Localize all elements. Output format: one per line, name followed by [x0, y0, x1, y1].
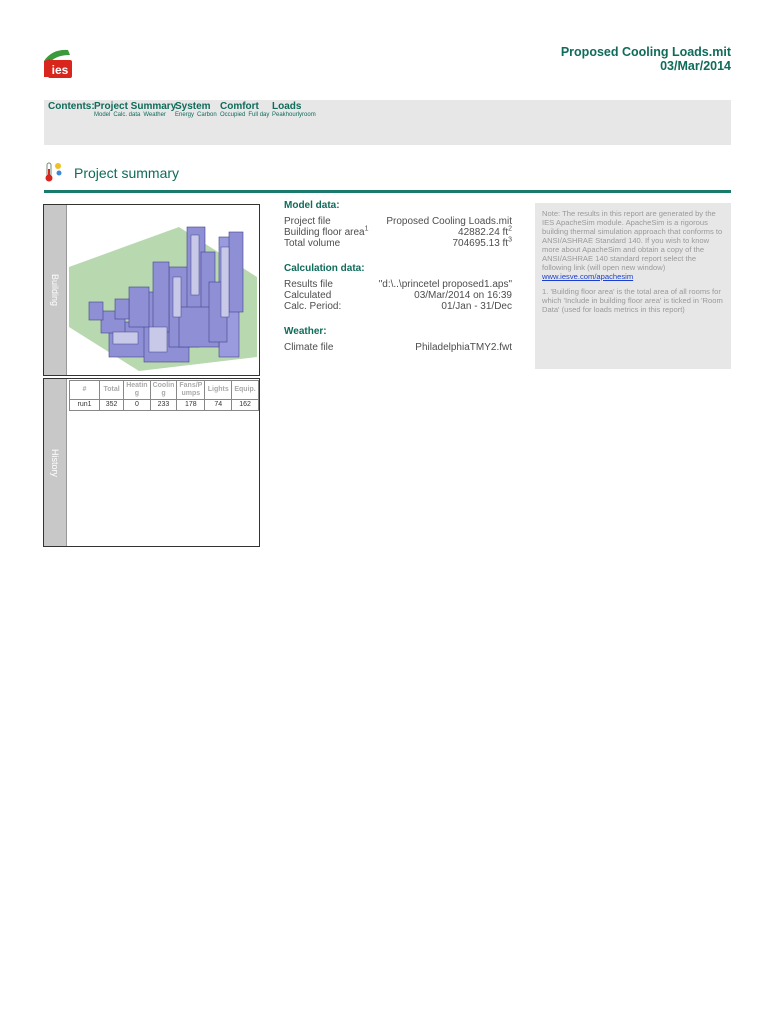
- history-header-row: [70, 381, 259, 400]
- floor-area-footnote: 1: [364, 225, 369, 233]
- building-model-image: [69, 207, 257, 371]
- contents-group-system: [175, 101, 220, 118]
- history-col-equip: Equip.: [232, 381, 259, 400]
- contents-link-loads[interactable]: Loads: [272, 101, 302, 112]
- history-cell-equip: 162: [232, 400, 259, 411]
- history-side-label: History: [50, 448, 60, 477]
- project-file-value: Proposed Cooling Loads.mit: [386, 216, 512, 227]
- contents-link-occupied[interactable]: Occupied: [220, 112, 246, 118]
- contents-link-comfort[interactable]: Comfort: [220, 101, 259, 112]
- floor-area-exponent: 2: [508, 225, 512, 233]
- climate-file-value: PhiladelphiaTMY2.fwt: [415, 342, 512, 353]
- climate-file-label: Climate file: [284, 342, 334, 353]
- calculated-label: Calculated: [284, 290, 332, 301]
- results-file-label: Results file: [284, 279, 333, 290]
- note-paragraph: [535, 203, 731, 281]
- history-panel: [43, 378, 260, 547]
- contents-link-system[interactable]: System: [175, 101, 211, 112]
- contents-group-comfort: [220, 101, 272, 118]
- floor-area-footnote-text: 1. 'Building floor area' is the total area of all rooms for which 'Include in building floor area' is ticked in 'Room Data' (used for loads metrics in this report): [542, 287, 723, 314]
- history-col-cooling: Coolin g: [150, 381, 177, 400]
- calculated-value: 03/Mar/2014 on 16:39: [414, 290, 512, 301]
- contents-group-project-summary: [94, 101, 176, 118]
- contents-link-peak[interactable]: Peak: [272, 112, 286, 118]
- history-side-tab: [44, 379, 67, 546]
- floor-area-value: 42882.24 ft: [458, 227, 509, 238]
- report-header: [561, 45, 731, 73]
- report-date: 03/Mar/2014: [660, 59, 731, 73]
- history-col-heating: Heatin g: [124, 381, 150, 400]
- contents-link-carbon[interactable]: Carbon: [197, 112, 217, 118]
- contents-link-energy[interactable]: Energy: [175, 112, 195, 118]
- weather-heading: Weather:: [284, 326, 327, 337]
- apachesim-link[interactable]: www.iesve.com/apachesim: [542, 272, 634, 281]
- history-cell-heating: 0: [124, 400, 150, 411]
- calc-period-label: Calc. Period:: [284, 301, 342, 312]
- report-file-title: Proposed Cooling Loads.mit: [560, 45, 731, 59]
- contents-link-weather[interactable]: Weather: [143, 112, 166, 118]
- history-table: [69, 380, 259, 411]
- building-side-tab: [44, 205, 67, 375]
- history-cell-lights: 74: [205, 400, 232, 411]
- total-volume-exponent: 3: [508, 236, 512, 244]
- floor-area-label: Building floor area: [284, 227, 365, 238]
- history-cell-cooling: 233: [150, 400, 177, 411]
- contents-label: Contents:: [48, 101, 95, 112]
- contents-link-full-day[interactable]: Full day: [248, 112, 270, 118]
- ies-logo: [42, 47, 74, 79]
- history-cell-total: 352: [100, 400, 124, 411]
- thermometer-icon: [43, 161, 65, 183]
- logo-text: ies: [51, 63, 69, 77]
- history-col-fans-pumps: Fans/P umps: [177, 381, 205, 400]
- calc-period-row: [284, 301, 512, 312]
- model-data-heading: Model data:: [284, 200, 340, 211]
- history-cell-run: run1: [70, 400, 100, 411]
- calculated-row: [284, 290, 512, 301]
- contents-link-hourly[interactable]: hourly: [285, 112, 303, 118]
- contents-link-calc-data[interactable]: Calc. data: [113, 112, 141, 118]
- calc-data-heading: Calculation data:: [284, 263, 365, 274]
- building-side-label: Building: [50, 273, 60, 307]
- contents-group-loads: [272, 101, 319, 118]
- section-divider: [44, 190, 731, 193]
- total-volume-row: [284, 238, 512, 249]
- note-text: Note: The results in this report are generated by the IES ApacheSim module. ApacheSim is a rigorous building thermal simulation approach that conforms to ANSI/ASHRAE Standard 140. If you wish to know more about ApacheSim and obtain a copy of the ANSI/ASHRAE 140 standard report select the following link (will open new window): [542, 209, 723, 272]
- contents-link-room[interactable]: room: [302, 112, 316, 118]
- contents-link-project-summary[interactable]: Project Summary: [94, 101, 177, 112]
- history-cell-fans-pumps: 178: [177, 400, 205, 411]
- project-file-label: Project file: [284, 216, 331, 227]
- results-file-row: [284, 279, 512, 290]
- climate-file-row: [284, 342, 512, 353]
- floor-area-row: [284, 227, 512, 238]
- history-col-id: #: [70, 381, 100, 400]
- results-file-value: "d:\..\princetel proposed1.aps": [378, 279, 512, 290]
- contents-link-model[interactable]: Model: [94, 112, 111, 118]
- contents-bar: [44, 100, 731, 145]
- building-panel: [43, 204, 260, 376]
- history-row[interactable]: [70, 400, 259, 411]
- calc-period-value: 01/Jan - 31/Dec: [441, 301, 512, 312]
- project-file-row: [284, 216, 512, 227]
- history-col-lights: Lights: [205, 381, 232, 400]
- note-box: [535, 203, 731, 369]
- summary-data-column: [284, 200, 512, 353]
- total-volume-value: 704695.13 ft: [452, 238, 509, 249]
- section-title: Project summary: [74, 165, 180, 181]
- history-col-total: Total: [100, 381, 124, 400]
- total-volume-label: Total volume: [284, 238, 341, 249]
